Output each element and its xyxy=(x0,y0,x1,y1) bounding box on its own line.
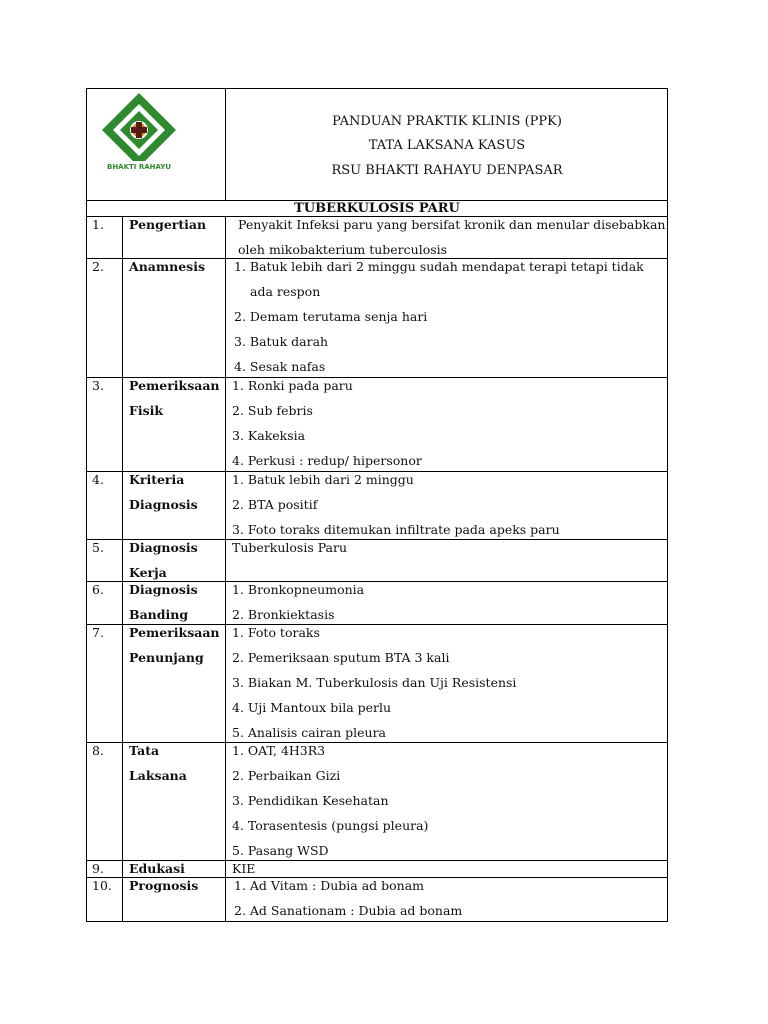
row-label: Pemeriksaan xyxy=(129,625,220,640)
row-item: 3. Foto toraks ditemukan infiltrate pada apeks paru xyxy=(232,522,560,537)
row-label: Kerja xyxy=(129,565,167,580)
row-item: 4. Uji Mantoux bila perlu xyxy=(232,700,392,715)
section-title: TUBERKULOSIS PARU xyxy=(294,201,460,216)
row-item: 2. Bronkiektasis xyxy=(232,607,335,622)
row-item: 4. Torasentesis (pungsi pleura) xyxy=(232,818,429,833)
row-label: Pengertian xyxy=(129,217,207,232)
row-label: Kriteria xyxy=(129,472,185,487)
hospital-logo xyxy=(98,90,180,172)
row-number: 5. xyxy=(92,540,104,555)
row-item: 3. Pendidikan Kesehatan xyxy=(232,793,389,808)
row-item: oleh mikobakterium tuberculosis xyxy=(238,242,448,257)
row-item: 1. Ad Vitam : Dubia ad bonam xyxy=(234,878,425,893)
ppk-document xyxy=(86,88,668,922)
row-label: Anamnesis xyxy=(129,259,205,274)
row-item: Tuberkulosis Paru xyxy=(232,540,348,555)
row-item: 2. BTA positif xyxy=(232,497,318,512)
col-divider-label xyxy=(225,216,226,922)
row-number: 2. xyxy=(92,259,104,274)
row-item: 1. Batuk lebih dari 2 minggu xyxy=(232,472,414,487)
col-divider-num xyxy=(122,216,123,922)
row-item: 5. Analisis cairan pleura xyxy=(232,725,387,740)
row-item: 1. Bronkopneumonia xyxy=(232,582,365,597)
border-top xyxy=(86,88,668,89)
row-label: Pemeriksaan xyxy=(129,378,220,393)
row-item: Penyakit Infeksi paru yang bersifat kronik dan menular disebabkan xyxy=(238,217,666,232)
row-number: 9. xyxy=(92,861,104,876)
row-item: 1. Batuk lebih dari 2 minggu sudah mendapat terapi tetapi tidak xyxy=(234,259,644,274)
row-label: Edukasi xyxy=(129,861,185,876)
row-item: 3. Kakeksia xyxy=(232,428,306,443)
row-item: 1. Ronki pada paru xyxy=(232,378,353,393)
row-label: Fisik xyxy=(129,403,164,418)
header-title-1: PANDUAN PRAKTIK KLINIS (PPK) xyxy=(332,114,562,129)
row-number: 7. xyxy=(92,625,104,640)
row-item: 2. Ad Sanationam : Dubia ad bonam xyxy=(234,903,463,918)
row-item: 2. Sub febris xyxy=(232,403,313,418)
row-number: 1. xyxy=(92,217,104,232)
row-number: 4. xyxy=(92,472,104,487)
row-number: 8. xyxy=(92,743,104,758)
row-item: ada respon xyxy=(250,284,321,299)
row-item: 3. Batuk darah xyxy=(234,334,329,349)
row-label: Diagnosis xyxy=(129,540,198,555)
row-label: Diagnosis xyxy=(129,582,198,597)
row-number: 10. xyxy=(92,878,112,893)
row-item: 1. OAT, 4H3R3 xyxy=(232,743,326,758)
row-number: 3. xyxy=(92,378,104,393)
row-item: KIE xyxy=(232,861,256,876)
logo-text: BHAKTI RAHAYU xyxy=(106,163,172,171)
row-number: 6. xyxy=(92,582,104,597)
row-item: 1. Foto toraks xyxy=(232,625,320,640)
row-item: 2. Pemeriksaan sputum BTA 3 kali xyxy=(232,650,450,665)
row-label: Tata xyxy=(129,743,160,758)
row-item: 4. Perkusi : redup/ hipersonor xyxy=(232,453,422,468)
row-label: Penunjang xyxy=(129,650,204,665)
header-title-3: RSU BHAKTI RAHAYU DENPASAR xyxy=(331,163,563,178)
row-item: 2. Perbaikan Gizi xyxy=(232,768,341,783)
header-title-2: TATA LAKSANA KASUS xyxy=(368,138,526,153)
row-item: 2. Demam terutama senja hari xyxy=(234,309,428,324)
row-item: 5. Pasang WSD xyxy=(232,843,329,858)
row-item: 3. Biakan M. Tuberkulosis dan Uji Resistensi xyxy=(232,675,517,690)
row-label: Diagnosis xyxy=(129,497,198,512)
row-item: 4. Sesak nafas xyxy=(234,359,326,374)
row-label: Prognosis xyxy=(129,878,199,893)
row-label: Banding xyxy=(129,607,189,622)
row-label: Laksana xyxy=(129,768,187,783)
